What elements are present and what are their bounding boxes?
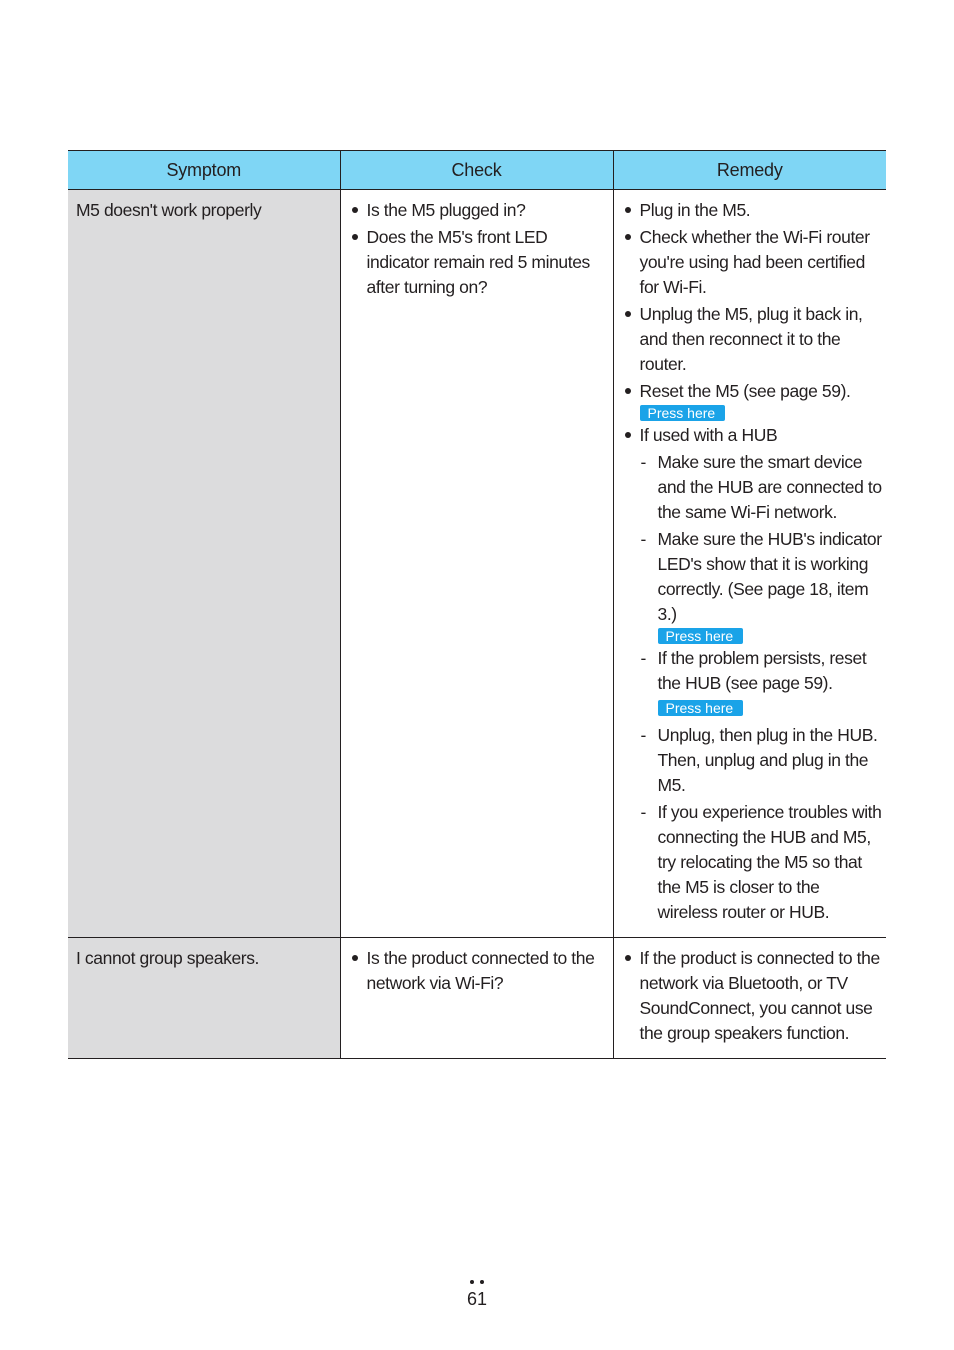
list-item: If the product is connected to the network via Bluetooth, or TV SoundConnect, you cannot use the group speakers function. (622, 946, 883, 1046)
sub-list-item: - Make sure the smart device and the HUB are connected to the same Wi-Fi network. (640, 450, 883, 525)
page-footer (0, 1278, 954, 1310)
symptom-cell: M5 doesn't work properly (68, 190, 340, 938)
symptom-cell: I cannot group speakers. (68, 938, 340, 1059)
sub-item-text: Make sure the HUB's indicator LED's show that it is working correctly. (See page 18, item 3.) (657, 529, 882, 624)
list-item: Is the product connected to the network via Wi-Fi? (349, 946, 609, 996)
press-here-button[interactable]: Press here (640, 405, 726, 421)
check-cell (340, 938, 613, 1059)
press-here-button[interactable]: Press here (658, 700, 744, 716)
list-item (622, 423, 883, 925)
list-item: Does the M5's front LED indicator remain red 5 minutes after turning on? (349, 225, 609, 300)
check-cell (340, 190, 613, 938)
remedy-reset-text: Reset the M5 (see page 59). (639, 381, 851, 401)
table-row (68, 190, 886, 938)
list-item: Plug in the M5. (622, 198, 883, 223)
list-item (622, 379, 883, 421)
header-check: Check (340, 151, 613, 190)
remedy-list (622, 198, 883, 925)
header-remedy: Remedy (613, 151, 886, 190)
page-dots-icon (0, 1278, 954, 1286)
sub-list-item (640, 527, 883, 644)
check-list (349, 946, 609, 996)
remedy-list (622, 946, 883, 1046)
list-item: Check whether the Wi-Fi router you're using had been certified for Wi-Fi. (622, 225, 883, 300)
table-header-row (68, 151, 886, 190)
sub-list-item: - Unplug, then plug in the HUB. Then, unplug and plug in the M5. (640, 723, 883, 798)
header-symptom: Symptom (68, 151, 340, 190)
troubleshooting-table (68, 150, 886, 1059)
hub-sub-list (640, 450, 883, 925)
table-row (68, 938, 886, 1059)
sub-list-item (640, 646, 883, 721)
remedy-cell (613, 938, 886, 1059)
sub-item-text: If the problem persists, reset the HUB (see page 59). (657, 648, 867, 693)
list-item: Unplug the M5, plug it back in, and then reconnect it to the router. (622, 302, 883, 377)
check-list (349, 198, 609, 300)
remedy-cell (613, 190, 886, 938)
page-number: 61 (466, 1289, 488, 1309)
list-item: Is the M5 plugged in? (349, 198, 609, 223)
remedy-hub-text: If used with a HUB (639, 425, 778, 445)
sub-list-item: - If you experience troubles with connecting the HUB and M5, try relocating the M5 so that the M5 is closer to the wireless router or HUB. (640, 800, 883, 925)
press-here-button[interactable]: Press here (658, 628, 744, 644)
